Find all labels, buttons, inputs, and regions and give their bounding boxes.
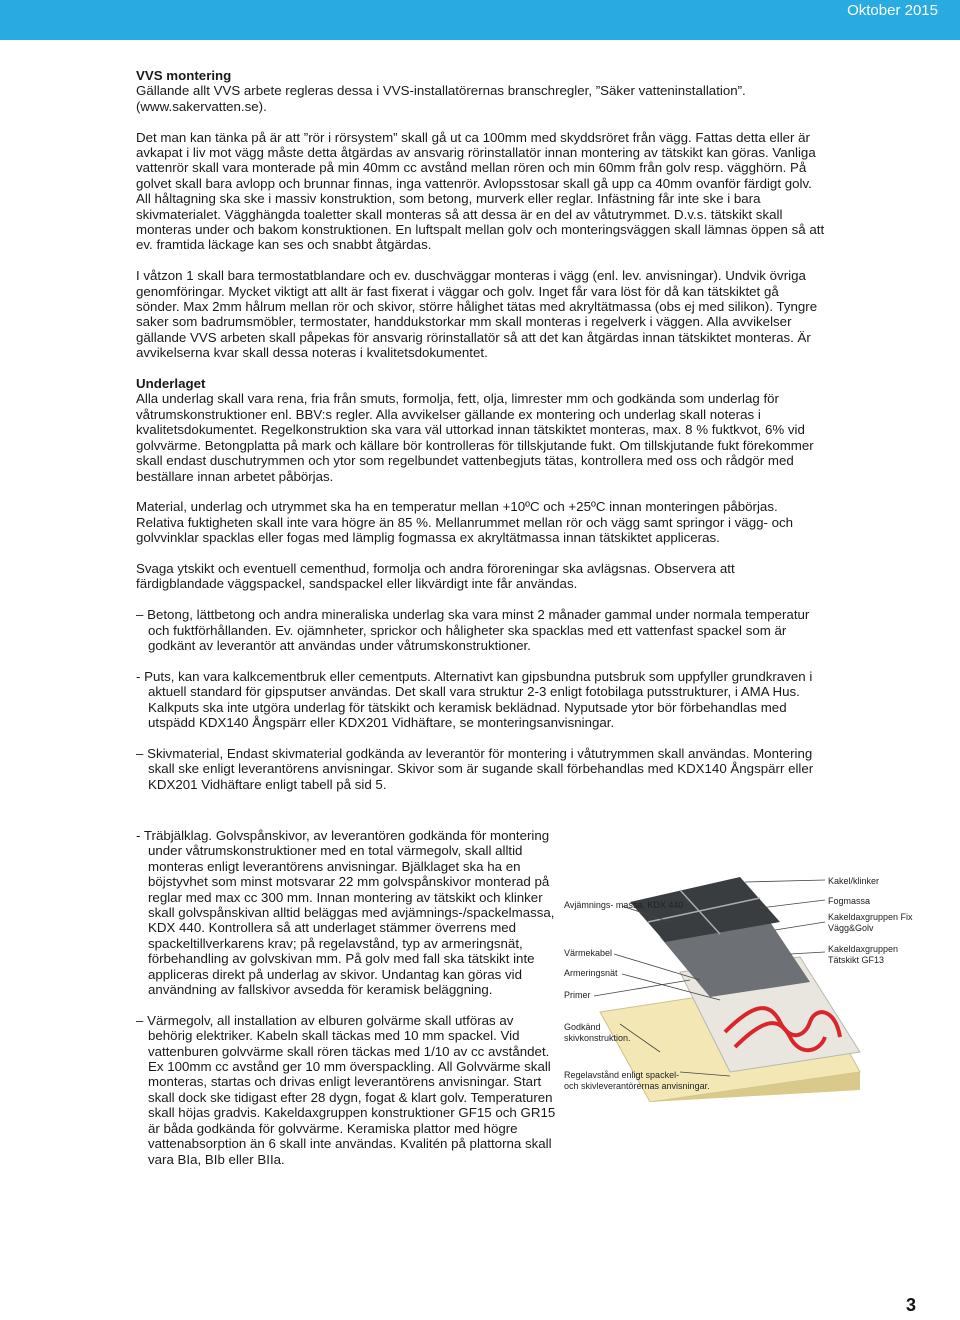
section-title-vvs: VVS montering xyxy=(136,68,232,83)
header-date: Oktober 2015 xyxy=(847,2,938,19)
label-fix-vagg-golv: Kakeldaxgruppen Fix Vägg&Golv xyxy=(828,912,913,933)
leader-line xyxy=(760,900,825,908)
label-armeringsnat: Armeringsnät xyxy=(564,968,618,978)
label-kakel-klinker: Kakel/klinker xyxy=(828,876,880,886)
label-tatskikt-gf13: Kakeldaxgruppen Tätskikt GF13 xyxy=(828,944,899,965)
paragraph: Det man kan tänka på är att ”rör i rörsystem” skall gå ut ca 100mm med skyddsröret från vägg. Fattas detta eller är avkapat i liv mot vägg måste detta åtgärdas av ansvarig rörinstallatör innan montering av tätskikt kan göras. Vanliga vattenrör skall vara monterade på min 40mm cc avstånd mellan rören och min 60mm från golv resp. vägghörn. På golvet skall bara avlopp och brunnar finnas, inga vattenrör. Avlopsstosar skall gå upp ca 40mm ovanför färdigt golv. All håltagning ska ske i massiv konstruktion, som betong, murverk eller reglar. Infästning får inte ske i bara skivmaterialet. Vägghängda toaletter skall monteras så att dessa är en del av våtutrymmet. D.v.s. tätskikt skall monteras under och bakom konstruktionen. En luftspalt mellan golv och monteringsväggen skall lämnas öppen så att ev. framtida läckage kan ses och snabbt åtgärdas. xyxy=(136,129,825,253)
paragraph: I våtzon 1 skall bara termostatblandare och ev. duschväggar monteras i vägg (enl. lev. anvisningar). Undvik övriga genomföringar. Mycket viktigt att allt är fast fixerat i väggar och golv. Inget får vara löst för då kan tätskiktet gå sönder. Max 2mm hålrum mellan rör och skivor, större hålighet tätas med akryltätmassa (obs ej med silikon). Tyngre saker som badrumsmöbler, termostater, handdukstorkar mm skall monteras i regelverk i väggen. Alla avvikelser gällande VVS arbeten skall påpekas för ansvarig rörinstallatör så att det kan åtgärdas innan tätskiktet monteras. Är avvikelserna kvar skall dessa noteras i kvalitetsdokumentet. xyxy=(136,268,818,361)
bullet-varmegolv: – Värmegolv, all installation av elburen golvärme skall utföras av behörig elektriker. Kabeln skall täckas med 10 mm spackel. Vid vattenburen golvvärme skall rören täckas med 1/10 av cc avståndet. Ex 100mm cc avstånd ger 10 mm överspackling. All Golvvärme skall monteras, startas och drivas enligt leverantörens anvisningar. Start skall dock ske tidigast efter 28 dygn, fogat & klart golv. Temperaturen skall höjas gradvis. Kakeldaxgruppen konstruktioner GF15 och GR15 är båda godkända för golvvärme. Keramiska plattor med högre vattenabsorption än 6 skall inte användas. Kvalitén på plattorna skall vara BIa, BIb eller BIIa. xyxy=(136,1012,556,1167)
bullet-puts: - Puts, kan vara kalkcementbruk eller cementputs. Alternativt kan gipsbundna putsbruk som uppfyller grundkraven i aktuell standard för gipsputser användas. Det skall vara struktur 2-3 enligt fotobilaga putsstrukturer, i AMA Hus. Kalkputs ska inte utgöra underlag för tätskikt och keramisk beklädnad. Nyputsade ytor bör förbehandlas med utspädd KDX140 Ångspärr eller KDX201 Vidhäftare, se monteringsanvisningar. xyxy=(136,668,813,730)
leader-line xyxy=(745,880,825,882)
main-text xyxy=(136,68,826,807)
label-fogmassa: Fogmassa xyxy=(828,896,871,906)
paragraph: Alla underlag skall vara rena, fria från smuts, formolja, fett, olja, limrester mm och godkända som underlag för våtrumskonstruktioner enl. BBV:s regler. Alla avvikelser gällande ex montering och underlag skall noteras i kvalitetsdokumentet. Regelkonstruktion ska vara väl uttorkad innan tätskiktet monteras, max. 8 % fuktkvot, 6% vid golvvärme. Betongplatta på mark och källare bör kontrolleras för tillskjutande fukt. Om tillskjutande fukt förekommer skall endast duschutrymmen och ytor som regelbundet vattenbegjuts tätas, kontrollera med oss och rådgör med beställare innan arbetet påbörjas. xyxy=(136,391,814,484)
leader-line xyxy=(790,952,825,954)
section-title-underlag: Underlaget xyxy=(136,376,206,392)
floor-construction-figure xyxy=(560,862,960,1102)
label-primer: Primer xyxy=(564,990,591,1000)
paragraph: Gällande allt VVS arbete regleras dessa i VVS-installatörernas branschregler, ”Säker vatteninstallation”. (www.sakervatten.se). xyxy=(136,83,746,114)
label-avjamning: Avjämnings- massa, KDX 440 xyxy=(564,900,684,910)
bullet-trabjalklag: - Träbjälklag. Golvspånskivor, av leverantören godkända för montering under våtrumskonstruktioner med en total värmegolv, skall alltid monteras enligt leverantörens anvisningar. Bjälklaget ska ha en böjstyvhet som minst motsvarar 22 mm golvspånskivor monterad på reglar med max cc 300 mm. Innan montering av tätskikt och klinker skall golvspånskivan alltid beläggas med avjämnings-/spackelmassa, KDX 440. Kontrollera så att underlaget stämmer överrens med spackeltillverkarens krav; på regelavstånd, typ av armeringsnät, förbehandling av golvskivan mm. På golv med fall ska tätskikt inte appliceras direkt på underlag av skivor. Undantag kan göras vid användning av fallskivor avsedda för keramisk beläggning. xyxy=(136,828,555,998)
paragraph: Svaga ytskikt och eventuell cementhud, formolja och andra föroreningar ska avlägsnas. Observera att färdigblandade väggspackel, sandspackel eller likvärdigt inte får användas. xyxy=(136,560,735,592)
label-godkand: Godkänd skivkonstruktion. xyxy=(564,1022,631,1043)
label-regelavstand: Regelavstånd enligt spackel- och skivleverantörernas anvisningar. xyxy=(564,1070,710,1091)
section-vvs xyxy=(136,68,826,361)
floor-layers-illustration xyxy=(560,862,960,1102)
paragraph: Material, underlag och utrymmet ska ha en temperatur mellan +10ºC och +25ºC innan monteringen påbörjas. Relativa fuktigheten skall inte vara högre än 85 %. Mellanrummet mellan rör och vägg samt springor i vägg- och golvvinklar spacklas eller fogas med lämplig fogmassa ex akryltätmassa innan tätskiktet appliceras. xyxy=(136,499,794,546)
leader-line xyxy=(775,922,825,930)
header-bar xyxy=(0,0,960,40)
section-underlag xyxy=(136,376,826,792)
bottom-text xyxy=(136,828,556,1182)
bullet-betong: – Betong, lättbetong och andra mineraliska underlag ska vara minst 2 månader gammal under normala temperatur och fuktförhållanden. Ev. ojämnheter, sprickor och håligheter ska spacklas med ett vattenfast spackel som är godkänt av leverantör att användas under våtrumskonstruktioner. xyxy=(136,607,810,653)
bullet-skivmaterial: – Skivmaterial, Endast skivmaterial godkända av leverantör för montering i våtutrymmen skall användas. Montering skall ske enligt leverantörens anvisningar. Skivor som är sugande skall förbehandlas med KDX140 Ångspärr eller KDX201 Vidhäftare enligt tabell på sid 5. xyxy=(136,745,814,792)
label-varmekabel: Värmekabel xyxy=(564,948,613,958)
page-number: 3 xyxy=(905,1295,916,1315)
